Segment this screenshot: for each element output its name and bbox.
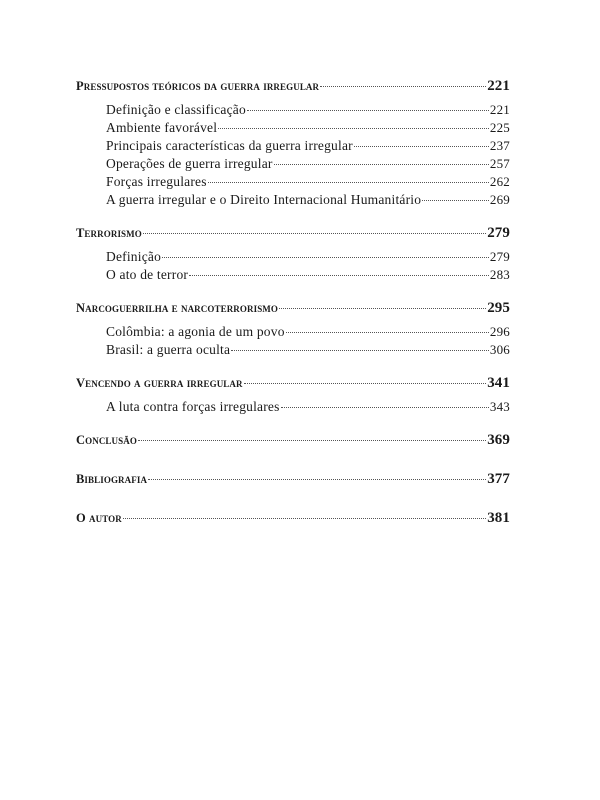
toc-chapter xyxy=(76,78,510,102)
toc-entry xyxy=(76,156,510,174)
toc-entry xyxy=(76,342,510,360)
toc-section xyxy=(76,510,510,534)
dot-leader xyxy=(138,440,486,441)
toc-section xyxy=(76,432,510,456)
toc-chapter-page-number: 381 xyxy=(487,510,510,526)
toc-entry-page-number: 306 xyxy=(489,342,510,357)
toc-entry-title: A guerra irregular e o Direito Internacional Humanitário xyxy=(106,192,422,207)
toc-entry xyxy=(76,102,510,120)
toc-chapter xyxy=(76,375,510,399)
toc-section xyxy=(76,78,510,210)
toc-entry xyxy=(76,324,510,342)
toc-entry-page-number: 262 xyxy=(489,174,510,189)
dot-leader xyxy=(189,275,489,276)
toc-section xyxy=(76,375,510,417)
toc-chapter xyxy=(76,510,510,534)
dot-leader xyxy=(281,407,489,408)
table-of-contents xyxy=(76,78,510,549)
toc-entry xyxy=(76,192,510,210)
toc-chapter-page-number: 279 xyxy=(487,225,510,241)
toc-chapter xyxy=(76,300,510,324)
toc-entry-title: A luta contra forças irregulares xyxy=(106,399,280,414)
toc-entry-title: Ambiente favorável xyxy=(106,120,218,135)
toc-entry-page-number: 225 xyxy=(489,120,510,135)
toc-entry-page-number: 221 xyxy=(489,102,510,117)
toc-chapter-title: Vencendo a guerra irregular xyxy=(76,376,243,390)
dot-leader xyxy=(244,383,487,384)
dot-leader xyxy=(320,86,486,87)
toc-entry-title: Colômbia: a agonia de um povo xyxy=(106,324,285,339)
toc-entry-title: Operações de guerra irregular xyxy=(106,156,273,171)
toc-entry xyxy=(76,138,510,156)
toc-entry xyxy=(76,174,510,192)
toc-entry-title: Brasil: a guerra oculta xyxy=(106,342,231,357)
toc-chapter-page-number: 221 xyxy=(487,78,510,94)
toc-entry xyxy=(76,267,510,285)
toc-entry-page-number: 296 xyxy=(489,324,510,339)
toc-chapter-title: O autor xyxy=(76,511,122,525)
toc-entry-title: Principais características da guerra irregular xyxy=(106,138,353,153)
toc-chapter-title: Narcoguerrilha e narcoterrorismo xyxy=(76,301,278,315)
toc-chapter-title: Pressupostos teóricos da guerra irregular xyxy=(76,79,320,93)
dot-leader xyxy=(143,233,486,234)
toc-entry xyxy=(76,120,510,138)
toc-chapter xyxy=(76,225,510,249)
toc-entry xyxy=(76,249,510,267)
toc-chapter-page-number: 369 xyxy=(487,432,510,448)
toc-chapter-page-number: 295 xyxy=(487,300,510,316)
toc-chapter xyxy=(76,471,510,495)
dot-leader xyxy=(354,146,489,147)
toc-section xyxy=(76,300,510,360)
toc-entry-title: Definição e classificação xyxy=(106,102,246,117)
toc-entry-page-number: 257 xyxy=(489,156,510,171)
toc-section xyxy=(76,471,510,495)
dot-leader xyxy=(247,110,489,111)
toc-entry-title: Forças irregulares xyxy=(106,174,207,189)
toc-entry xyxy=(76,399,510,417)
toc-entry-title: O ato de terror xyxy=(106,267,189,282)
toc-entry-page-number: 279 xyxy=(489,249,510,264)
dot-leader xyxy=(231,350,489,351)
dot-leader xyxy=(162,257,489,258)
dot-leader xyxy=(279,308,486,309)
toc-entry-page-number: 283 xyxy=(489,267,510,282)
toc-entry-page-number: 237 xyxy=(489,138,510,153)
toc-chapter-page-number: 341 xyxy=(487,375,510,391)
toc-chapter-title: Conclusão xyxy=(76,433,137,447)
toc-chapter-title: Terrorismo xyxy=(76,226,142,240)
dot-leader xyxy=(218,128,489,129)
toc-chapter-page-number: 377 xyxy=(487,471,510,487)
toc-entry-page-number: 343 xyxy=(489,399,510,414)
dot-leader xyxy=(286,332,489,333)
toc-entry-title: Definição xyxy=(106,249,162,264)
dot-leader xyxy=(422,200,489,201)
toc-entry-page-number: 269 xyxy=(489,192,510,207)
dot-leader xyxy=(208,182,489,183)
toc-chapter xyxy=(76,432,510,456)
dot-leader xyxy=(148,479,486,480)
dot-leader xyxy=(274,164,489,165)
toc-section xyxy=(76,225,510,285)
toc-chapter-title: Bibliografia xyxy=(76,472,148,486)
dot-leader xyxy=(123,518,486,519)
